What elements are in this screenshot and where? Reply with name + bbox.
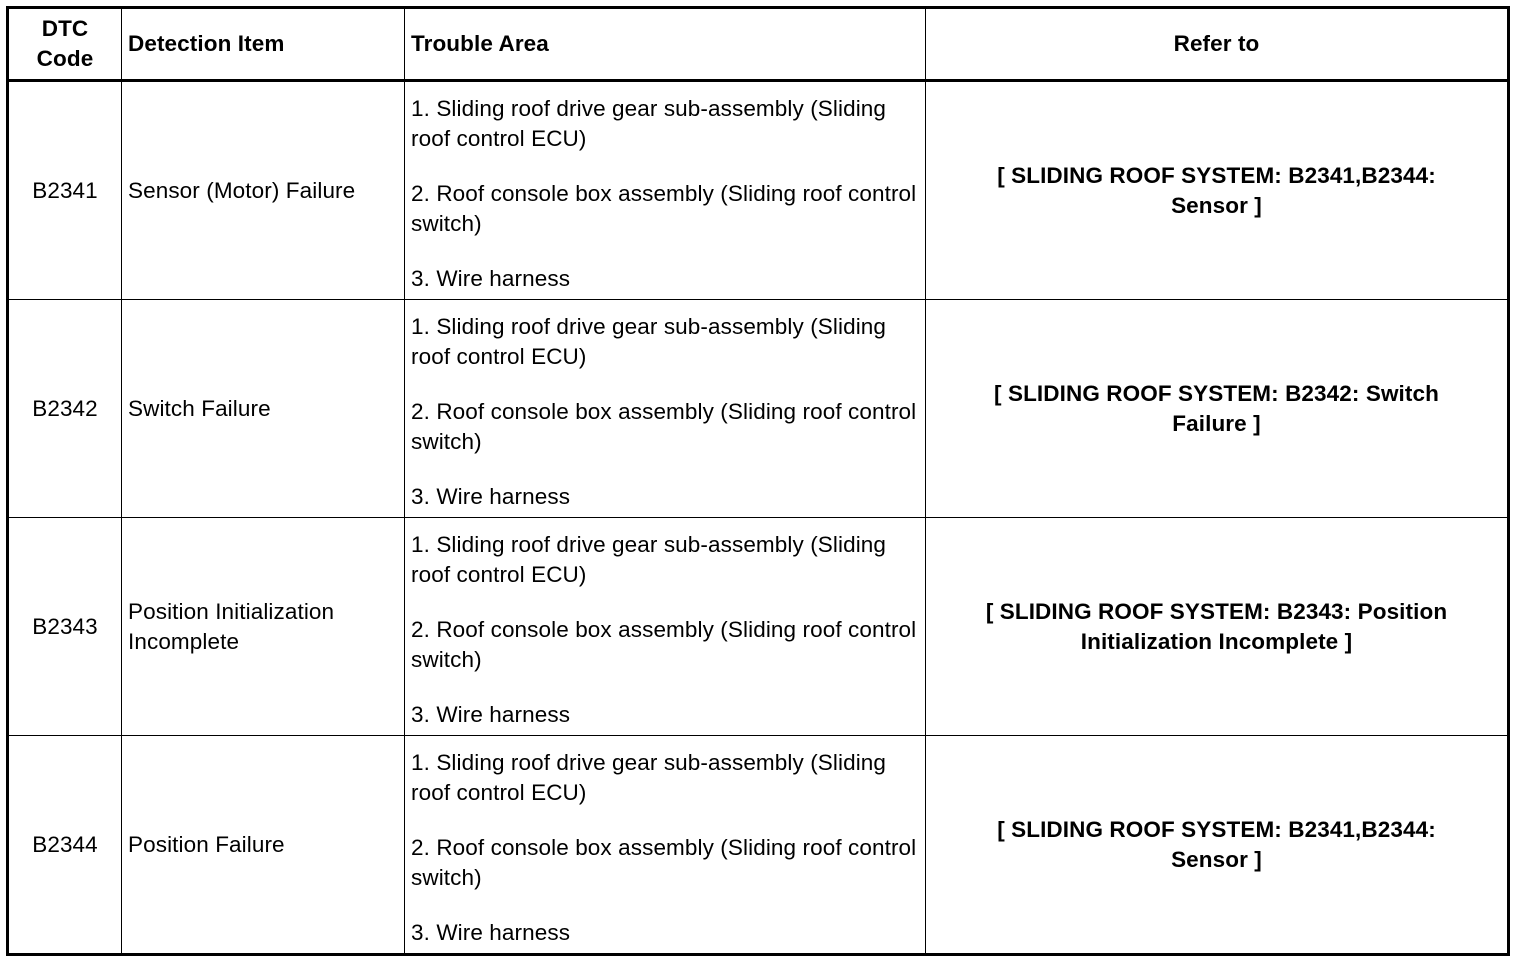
refer-to-link[interactable]: [ SLIDING ROOF SYSTEM: B2341,B2344: Sensor ]: [926, 736, 1509, 955]
header-detection-item: Detection Item: [122, 8, 405, 81]
trouble-area-item: 3. Wire harness: [411, 265, 571, 291]
trouble-area-item: 2. Roof console box assembly (Sliding roof control switch): [411, 398, 917, 454]
table-row: [8, 81, 1509, 300]
trouble-area-item: 2. Roof console box assembly (Sliding roof control switch): [411, 616, 917, 672]
trouble-area-item: 3. Wire harness: [411, 701, 571, 727]
trouble-area-item: 1. Sliding roof drive gear sub-assembly (Sliding roof control ECU): [411, 749, 887, 805]
detection-item-cell: Sensor (Motor) Failure: [122, 81, 405, 300]
trouble-area-item: 2. Roof console box assembly (Sliding roof control switch): [411, 834, 917, 890]
detection-item-cell: Switch Failure: [122, 300, 405, 518]
table-row: [8, 518, 1509, 736]
table-row: [8, 300, 1509, 518]
header-trouble-area: Trouble Area: [405, 8, 926, 81]
trouble-area-cell: [405, 736, 926, 955]
trouble-area-cell: [405, 300, 926, 518]
trouble-area-item: 3. Wire harness: [411, 483, 571, 509]
trouble-area-item: 1. Sliding roof drive gear sub-assembly (Sliding roof control ECU): [411, 531, 887, 587]
dtc-code-cell: B2344: [8, 736, 122, 955]
refer-to-link[interactable]: [ SLIDING ROOF SYSTEM: B2343: Position Initialization Incomplete ]: [926, 518, 1509, 736]
detection-item-cell: Position Initialization Incomplete: [122, 518, 405, 736]
detection-item-cell: Position Failure: [122, 736, 405, 955]
refer-to-link[interactable]: [ SLIDING ROOF SYSTEM: B2342: Switch Failure ]: [926, 300, 1509, 518]
trouble-area-item: 1. Sliding roof drive gear sub-assembly (Sliding roof control ECU): [411, 95, 887, 151]
header-dtc-code-line1: DTC: [41, 16, 89, 41]
table-row: [8, 736, 1509, 955]
header-dtc-code-line2: Code: [36, 46, 94, 71]
trouble-area-item: 2. Roof console box assembly (Sliding roof control switch): [411, 180, 917, 236]
header-row: [8, 8, 1509, 81]
header-dtc-code: [8, 8, 122, 81]
table-body: [8, 81, 1509, 955]
dtc-code-cell: B2342: [8, 300, 122, 518]
dtc-table: [6, 6, 1510, 956]
trouble-area-item: 3. Wire harness: [411, 919, 571, 945]
header-refer-to: Refer to: [926, 8, 1509, 81]
trouble-area-cell: [405, 81, 926, 300]
dtc-code-cell: B2343: [8, 518, 122, 736]
refer-to-link[interactable]: [ SLIDING ROOF SYSTEM: B2341,B2344: Sensor ]: [926, 81, 1509, 300]
trouble-area-item: 1. Sliding roof drive gear sub-assembly (Sliding roof control ECU): [411, 313, 887, 369]
dtc-code-cell: B2341: [8, 81, 122, 300]
trouble-area-cell: [405, 518, 926, 736]
table-header: [8, 8, 1509, 81]
